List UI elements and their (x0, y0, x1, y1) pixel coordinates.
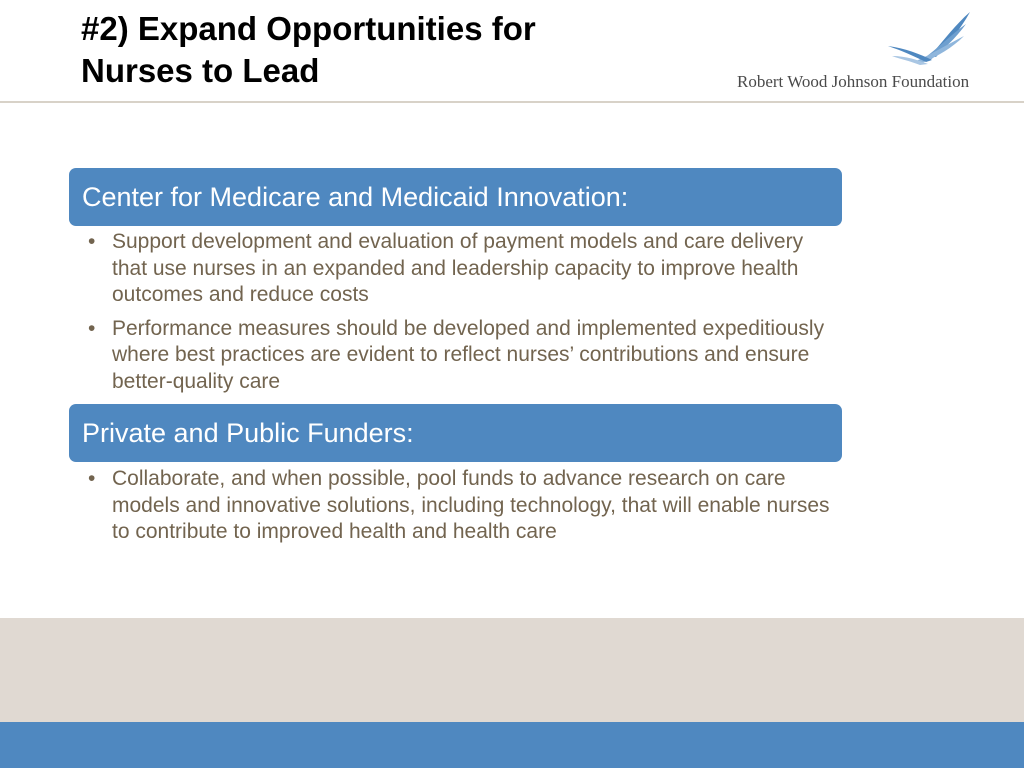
bullet-dot: • (88, 230, 96, 253)
bullet-dot: • (88, 316, 96, 340)
bullet-text: Collaborate, and when possible, pool funds to advance research on care models and innovative solutions, including technology, that will enable nurses to contribute to improved health and health care (112, 467, 830, 543)
footer-bar (0, 722, 1024, 768)
logo-text: Robert Wood Johnson Foundation (737, 72, 970, 91)
bullet-text: Support development and evaluation of payment models and care delivery that use nurses in an expanded and leadership capacity to improve health outcomes and reduce costs (112, 230, 804, 306)
slide-title (81, 8, 681, 92)
bullet-list-cmmi (88, 229, 833, 402)
list-item (88, 466, 833, 546)
bullet-list-funders (88, 466, 833, 553)
section-header-funders: Private and Public Funders: (69, 404, 842, 462)
bullet-text: Performance measures should be developed and implemented expeditiously where best practices are evident to reflect nurses’ contributions and ensure better-quality care (112, 316, 825, 393)
bullet-dot: • (88, 467, 96, 490)
slide-title-line-2: Nurses to Lead (81, 52, 320, 89)
title-divider (0, 101, 1024, 103)
list-item (88, 316, 833, 396)
wing-icon (886, 10, 976, 68)
list-item (88, 229, 833, 309)
section-header-cmmi: Center for Medicare and Medicaid Innovation: (69, 168, 842, 226)
slide-title-line-1: #2) Expand Opportunities for (81, 10, 536, 47)
footer-band (0, 618, 1024, 722)
rwjf-logo (726, 10, 986, 96)
